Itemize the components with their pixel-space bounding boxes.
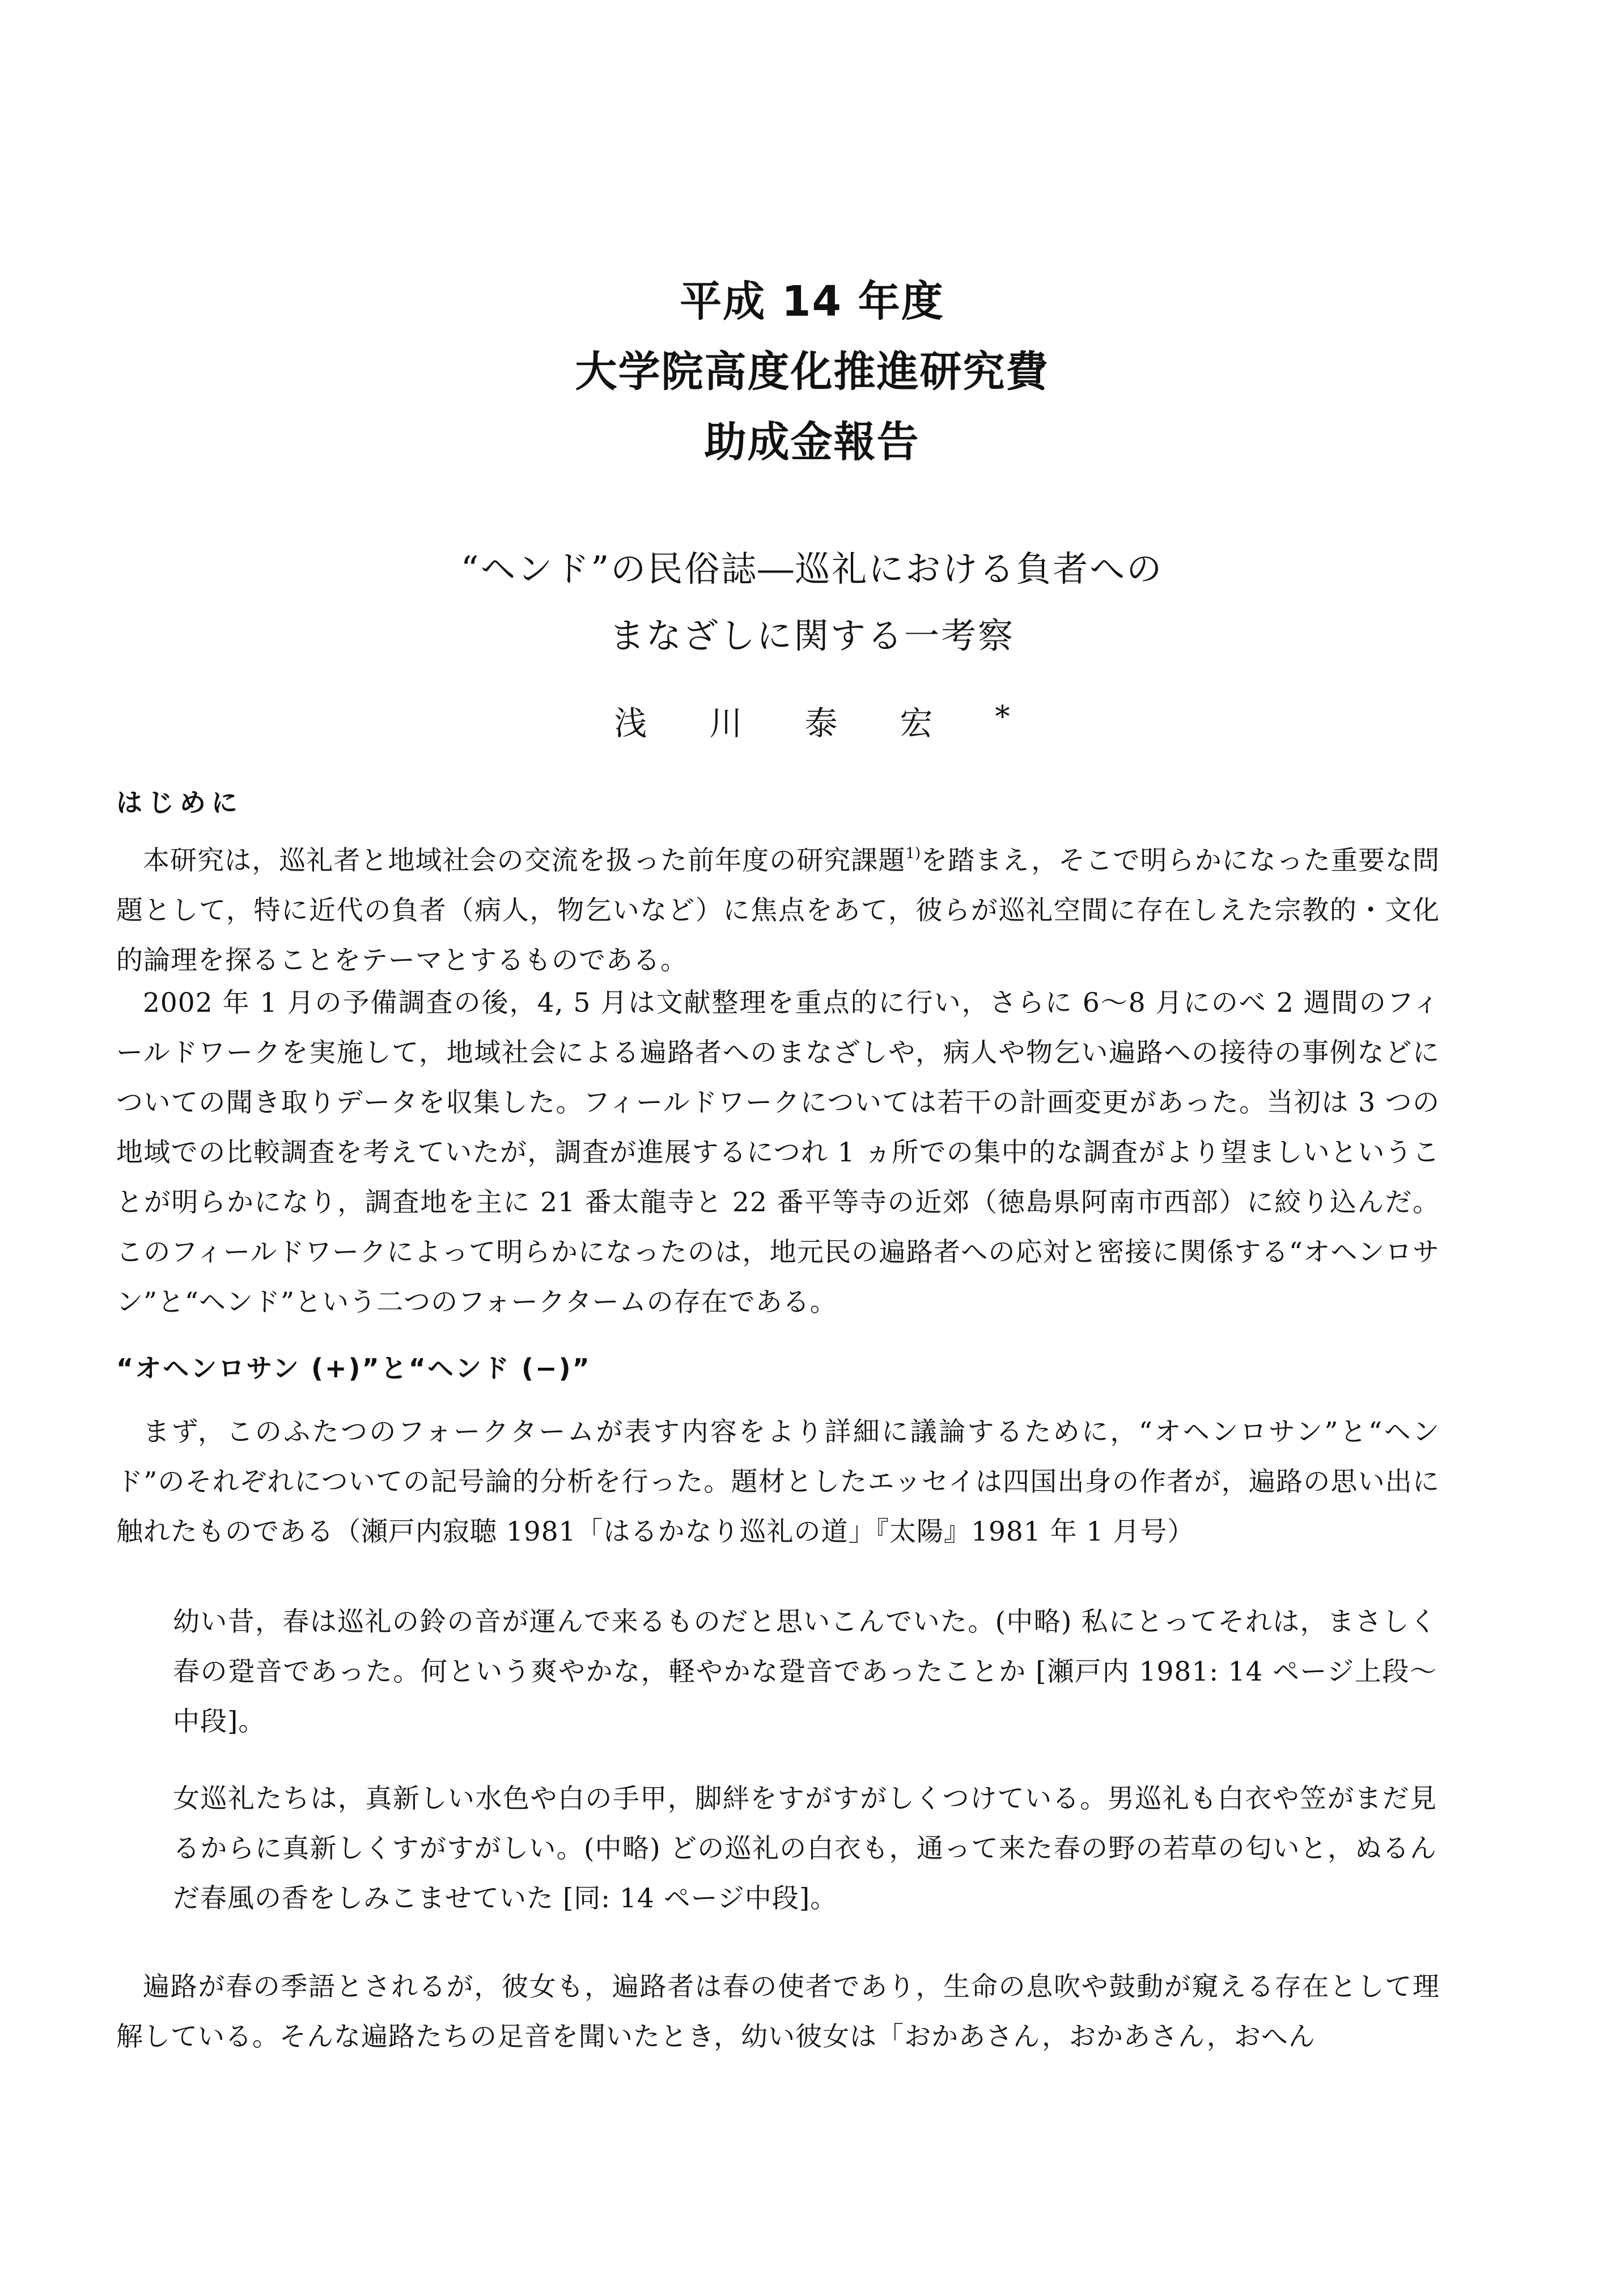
article-title-line2: まなざしに関する一考察 xyxy=(609,615,1015,656)
section-heading-intro: はじめに xyxy=(116,787,243,818)
article-title xyxy=(0,536,1624,669)
header-report: 助成金報告 xyxy=(704,418,920,466)
footnote-marker: 1) xyxy=(905,845,921,862)
report-header xyxy=(0,266,1624,477)
paragraph-1 xyxy=(116,829,1440,986)
paragraph-3: まず，このふたつのフォークタームが表す内容をより詳細に議論するために，“オヘンロサン”と“ヘンド”のそれぞれについての記号論的分析を行った。題材としたエッセイは四国出身の作者が，遍路の思い出に触れたものである（瀬戸内寂聴 1981「はるかなり巡礼の道」『太陽』1981 年 1 月号） xyxy=(116,1416,1440,1547)
section-heading-ohenro: “オヘンロサン (+)”と“ヘンド (−)” xyxy=(116,1353,591,1384)
header-year: 平成 14 年度 xyxy=(680,277,944,326)
paragraph-1-text-b: を踏まえ，そこで明らかになった重要な問題として，特に近代の負者（病人，物乞いなど）に焦点をあて，彼らが巡礼空間に存在しえた宗教的・文化的論理を探ることをテーマとするものである。 xyxy=(116,845,1440,976)
author-affiliation-mark: * xyxy=(995,700,1010,734)
article-title-line1: “ヘンド”の民俗誌―巡礼における負者への xyxy=(460,548,1164,589)
header-program: 大学院高度化推進研究費 xyxy=(575,347,1049,396)
block-quote-2: 女巡礼たちは，真新しい水色や白の手甲，脚絆をすがすがしくつけている。男巡礼も白衣や笠がまだ見るからに真新しくすがすがしい。(中略) どの巡礼の白衣も，通って来た春の野の若草の匂いと，ぬるんだ春風の香をしみこませていた [同: 14 ページ中段]。 xyxy=(173,1783,1437,1914)
paragraph-1-text-a: 本研究は，巡礼者と地域社会の交流を扱った前年度の研究課題 xyxy=(143,845,906,876)
paragraph-4: 遍路が春の季語とされるが，彼女も，遍路者は春の使者であり，生命の息吹や鼓動が窺える存在として理解している。そんな遍路たちの足音を聞いたとき，幼い彼女は「おかあさん，おかあさん，おへん xyxy=(116,1971,1440,2052)
paragraph-2: 2002 年 1 月の予備調査の後，4, 5 月は文献整理を重点的に行い，さらに 6～8 月にのべ 2 週間のフィールドワークを実施して，地域社会による遍路者へのまなざしや，病人や物乞い遍路への接待の事例などについての聞き取りデータを収集した。フィールドワークについては若干の計画変更があった。当初は 3 つの地域での比較調査を考えていたが，調査が進展するにつれ 1 ヵ所での集中的な調査がより望ましいということが明らかになり，調査地を主に 21 番太龍寺と 22 番平等寺の近郊（徳島県阿南市西部）に絞り込んだ。このフィールドワークによって明らかになったのは，地元民の遍路者への応対と密接に関係する“オヘンロサン”と“ヘンド”という二つのフォークタームの存在である。 xyxy=(116,987,1440,1318)
author-line xyxy=(0,694,1624,746)
author-name: 浅川泰宏 xyxy=(614,704,995,743)
block-quote-1: 幼い昔，春は巡礼の鈴の音が運んで来るものだと思いこんでいた。(中略) 私にとってそれは，まさしく春の跫音であった。何という爽やかな，軽やかな跫音であったことか [瀬戸内 1981: 14 ページ上段～中段]。 xyxy=(173,1606,1437,1737)
